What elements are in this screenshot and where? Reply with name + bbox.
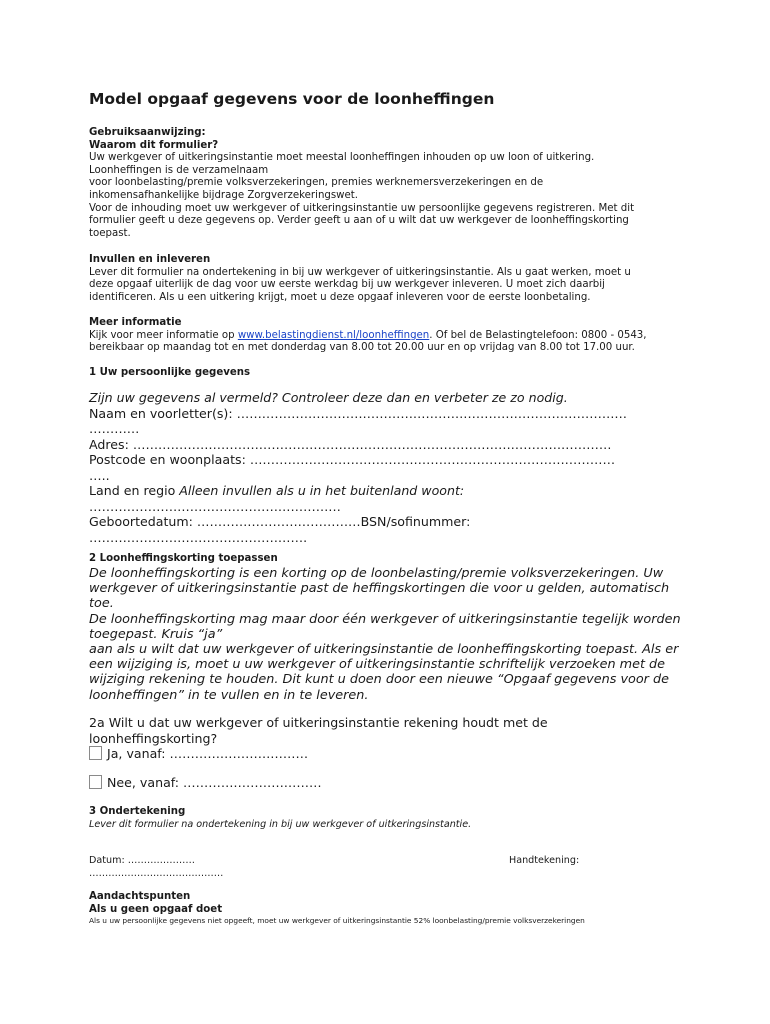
submit-line: identificeren. Als u een uitkering krijgt, moet u deze opgaaf inleveren voor de eerste loonbetaling. [89,291,591,303]
instructions-heading: Gebruiksaanwijzing: [89,127,206,138]
instructions-line: Loonheffingen is de verzamelnaam [89,164,269,176]
section2-line: aan als u wilt dat uw werkgever of uitkeringsinstantie de loonheffingskorting toepast. Als er [89,642,679,658]
more-info-prefix: Kijk voor meer informatie op [89,329,238,341]
instructions-line: voor loonbelasting/premie volksverzekeringen, premies werknemersverzekeringen en de [89,177,544,189]
birth-label: Geboortedatum: [89,514,197,529]
section2-line: De loonheffingskorting mag maar door één werkgever of uitkeringsinstantie tegelijk worden [89,611,681,627]
submit-section [89,254,684,304]
attention-section [89,891,684,926]
date-label: Datum: [89,855,128,866]
country-label: Land en regio [89,483,180,498]
question-2a [89,715,684,790]
question-2a-line1: 2a Wilt u dat uw werkgever of uitkeringsinstantie rekening houdt met de [89,715,548,730]
more-info-line [89,330,684,343]
section2-line: een wijziging is, moet u uw werkgever of uitkeringsinstantie schriftelijk verzoeken met de [89,657,666,673]
country-field[interactable] [89,483,684,499]
section2-line: De loonheffingskorting is een korting op de loonbelasting/premie volksverzekeringen. Uw [89,566,664,581]
section2-line: toegepast. Kruis “ja” [89,626,223,642]
instructions-line: Uw werkgever of uitkeringsinstantie moet meestal loonheffingen inhouden op uw loon of uitkering. [89,152,595,164]
signature-label[interactable]: Handtekening: [509,855,580,866]
attention-text: Als u uw persoonlijke gegevens niet opgeeft, moet uw werkgever of uitkeringsinstantie 52% loonbelasting/premie volksverzekeringen [89,916,585,926]
name-field-cont[interactable]: ………… [89,421,140,436]
section2-heading-wrap [89,553,684,566]
no-label: Nee, vanaf: [107,774,184,790]
country-dots[interactable]: …………………………………………………… [89,498,341,514]
bsn-dots[interactable]: ……………………………………………. [89,529,308,545]
birth-bsn-field[interactable] [89,514,684,530]
yes-checkbox[interactable] [89,746,102,760]
date-dots: ………………… [127,855,195,866]
section3-note: Lever dit formulier na ondertekening in bij uw werkgever of uitkeringsinstantie. [89,818,472,830]
attention-subheading: Als u geen opgaaf doet [89,903,223,915]
more-info-hours: bereikbaar op maandag tot en met donderdag van 8.00 tot 20.00 uur en op vrijdag van 8.00 tot 17.00 uur. [89,342,635,354]
postcode-field[interactable] [89,452,684,468]
postcode-label: Postcode en woonplaats: [89,452,250,467]
address-label: Adres: [89,436,133,452]
section2-line: werkgever of uitkeringsinstantie past de heffingskortingen die voor u gelden, automatisch [89,581,670,597]
submit-line: deze opgaaf uiterlijk de dag voor uw eerste werkdag bij uw werkgever inleveren. U moet zich daarbij [89,279,605,291]
section1-heading: 1 Uw persoonlijke gegevens [89,367,251,378]
instructions-line: formulier geeft u deze gegevens op. Verder geeft u aan of u wilt dat uw werkgever de loonheffingskorting [89,215,629,227]
date-field[interactable] [89,855,684,868]
attention-heading: Aandachtspunten [89,891,191,902]
submit-heading: Invullen en inleveren [89,254,211,265]
address-dots: …………………………………………………………………………………………………… [132,436,612,452]
bsn-label: BSN/sofinummer: [360,514,471,529]
question-2a-line2: loonheffingskorting? [89,730,218,746]
section1-intro: Zijn uw gegevens al vermeld? Controleer deze dan en verbeter ze zo nodig. [89,390,568,405]
name-label: Naam en voorletter(s): [89,405,237,421]
no-dots: …………………………… [183,774,322,790]
yes-label: Ja, vanaf: [107,746,170,761]
no-option[interactable] [89,775,684,791]
section1-fields [89,390,684,545]
more-info-section [89,317,684,355]
no-checkbox[interactable] [89,775,102,789]
section3-heading: 3 Ondertekening [89,806,186,817]
address-field[interactable] [89,437,684,453]
section2-text [89,566,684,703]
belastingdienst-link[interactable]: www.belastingdienst.nl/loonheffingen [237,329,430,341]
more-info-heading: Meer informatie [89,317,182,328]
submit-line: Lever dit formulier na ondertekening in bij uw werkgever of uitkeringsinstantie. Als u gaat werken, moet u [89,266,631,278]
more-info-suffix: . Of bel de Belastingtelefoon: 0800 - 0543, [429,329,647,341]
section2-line: wijziging rekening te houden. Dit kunt u doen door een nieuwe “Opgaaf gegevens voor de [89,672,669,688]
page-title: Model opgaaf gegevens voor de loonheffingen [89,90,495,108]
signature-area [89,855,684,880]
section1-heading-wrap [89,367,684,380]
section2-line: loonheffingen” in te vullen en in te leveren. [89,687,369,703]
section2-line: toe. [89,596,114,612]
date-dots-cont[interactable]: …………………………………… [89,867,224,879]
yes-option[interactable] [89,746,684,762]
instructions-subheading: Waarom dit formulier? [89,139,219,151]
birth-dots: ………………………………… [196,514,361,529]
instructions-section [89,127,684,240]
instructions-line: toepast. [89,227,131,239]
section2-heading: 2 Loonheffingskorting toepassen [89,553,278,564]
name-dots: ………………………………………………………………………………… [236,405,627,421]
name-field[interactable] [89,406,684,422]
postcode-dots: …………………………………………………………………………… [249,452,616,467]
country-note: Alleen invullen als u in het buitenland woont: [179,483,465,498]
yes-dots: …………………………… [169,746,309,761]
postcode-field-cont[interactable]: ….. [89,467,110,483]
instructions-line: Voor de inhouding moet uw werkgever of uitkeringsinstantie uw persoonlijke gegevens registreren. Met dit [89,202,635,214]
instructions-line: inkomensafhankelijke bijdrage Zorgverzekeringswet. [89,189,359,201]
section3 [89,806,684,831]
